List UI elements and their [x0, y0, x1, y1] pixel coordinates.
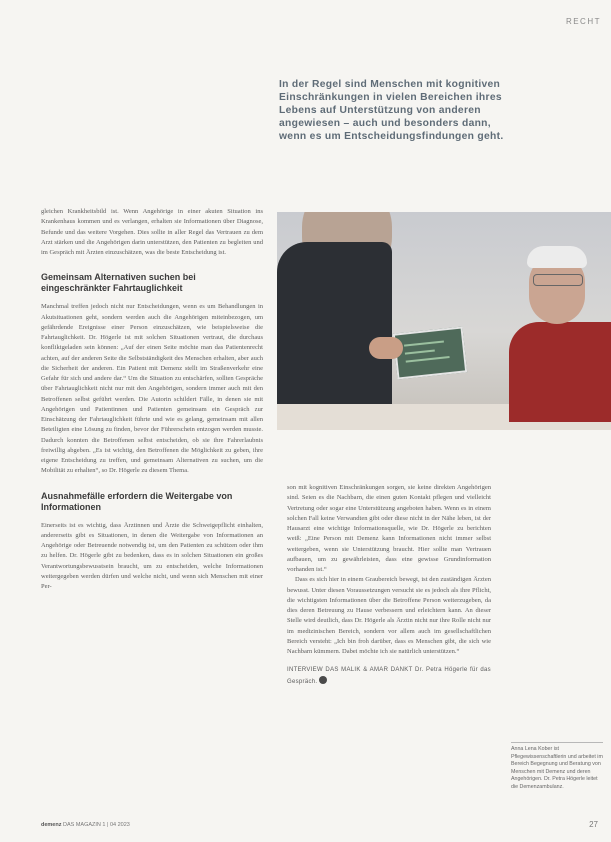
page-number: 27 — [589, 820, 598, 829]
footer-magazine: demenz — [41, 822, 62, 828]
footer — [41, 822, 130, 828]
section-heading-driving: Gemeinsam Alternativen suchen bei eingeschränkter Fahrtauglichkeit — [41, 272, 196, 294]
footer-issue: DAS MAGAZIN 1 | 04 2023 — [63, 822, 130, 828]
photo-hand — [369, 337, 403, 359]
interview-credit-line — [287, 665, 491, 687]
caption-rule — [511, 742, 603, 743]
consultation-photo — [277, 212, 611, 430]
right-column — [287, 483, 491, 687]
left-intro-paragraph: gleichen Krankheitsbild ist. Wenn Angehörige in einer akuten Situation ins Krankenhaus kommen und es verlangen, erhalten sie Informationen über Diagnose, Befunde und das weitere Vorgehen. Dies sollte in aller Regel das Vertrauen zu dem Arzt stärken und die Angehörigen darin unterstützen, den Patienten zu begleiten und im Gespräch mit Ärzten einzuschätzen, was die beste Entscheidung ist. — [41, 208, 263, 256]
photo-glasses — [533, 274, 583, 286]
interview-credit: INTERVIEW DAS MALIK & AMAR DANKT Dr. Petra Högerle für das Gespräch. — [287, 667, 491, 685]
right-paragraph-1: son mit kognitiven Einschränkungen sorgen, sie keine direkten Angehörigen sind. Seien es die Nachbarn, die einen guten Kontakt pflegen und vielleicht Vertretung oder sogar eine Unterstützung angeboten haben. Wenn es in einem solchen Fall keine Verwandten gibt oder diese nicht in der Nähe leben, ist der Hausarzt eine wichtige Informationsquelle, wie Dr. Högerle zu berichten weiß: „Eine Person mit Demenz kann Informationen nicht immer selbst weitergeben, wenn sie Unterstützung braucht. Hier sollte man Vertrauen aufbauen, um zu gewährleisten, dass eine gewisse Grundinformation vorhanden ist.“ — [287, 484, 491, 573]
section-heading-exceptions: Ausnahmefälle erfordern die Weitergabe von Informationen — [41, 490, 233, 512]
photo-caption: Anna Lena Kober ist Pflegewissenschaftlerin und arbeitet im Bereich Begegnung und Beratung von Menschen mit Demenz und deren Angehörigen. Dr. Petra Högerle leitet die Demenzambulanz. — [511, 746, 603, 790]
photo-doctor-body — [277, 242, 392, 430]
driving-paragraph: Manchmal treffen jedoch nicht nur Entscheidungen, wenn es um Behandlungen in Akutsituationen geht, sondern werden auch die Angehörigen miteinbezogen, um gefährdende Ereignisse einer Person einzuschätzen, wie beispielsweise die Fahrtauglichkeit. Dr. Högerle ist mit solchen Situationen vertraut, die durchaus konfliktgeladen sein können: „Auf der einen Seite möchte man das Patientenrecht achten, auf der anderen Seite die Selbstständigkeit des Menschen erhalten, aber auch die Sicherheit der anderen. Ein Patient mit Demenz stellt im Straßenverkehr eine Gefahr für sich und andere dar.“ Um die Situation zu entschärfen, sollten Gespräche über Fahrtauglichkeit nicht nur mit den Angehörigen, sondern immer auch mit den Betroffenen selbst geführt werden. Die Autorin schildert Fälle, in denen sie mit Angehörigen und Patientinnen und Patienten gemeinsam ein Gespräch zur Einschätzung der Fahrtauglichkeit führte und wie es gelang, gemeinsam mit allen Beteiligten eine Lösung zu finden, bevor der Führerschein entzogen werden musste. Dadurch konnten die Betroffenen selbst entscheiden, ob sie ihre Fahrerlaubnis freiwillig abgeben. „Es ist wichtig, den Betroffenen die Möglichkeit zu geben, ihre eigene Entscheidung zu treffen, und gemeinsam Alternativen zu suchen, um die Mobilität zu erhalten“, so Dr. Högerle zu diesem Thema. — [41, 303, 263, 475]
photo-patient-body — [509, 322, 611, 422]
section-tag: RECHT — [565, 17, 601, 26]
photo-card — [393, 326, 467, 379]
photo-patient-hair — [527, 246, 587, 268]
end-mark-icon — [319, 676, 327, 684]
left-column — [41, 207, 263, 592]
exceptions-paragraph: Einerseits ist es wichtig, dass Ärztinnen und Ärzte die Schweigepflicht einhalten, andererseits gibt es Situationen, in denen die Weitergabe von Informationen an Angehörige oder Betreuende notwendig ist, um den Patienten zu schützen oder ihm zu helfen. Dr. Högerle gibt zu bedenken, dass es in solchen Situationen ein großes Verantwortungsbewusstsein braucht, um zu entscheiden, welche Informationen weitergegeben werden dürfen und welche nicht, und wenn sich Menschen mit einer Per- — [41, 521, 263, 590]
right-paragraph-2: Dass es sich hier in einem Graubereich bewegt, ist den zuständigen Ärzten bewusst. Unter diesen Voraussetzungen versucht sie es jedoch als ihre Pflicht, die wichtigsten Informationen über die Betroffene Person weiterzugeben, da dies deren Betreuung zu Hause verbessern und erleichtern kann. An dieser Stelle wird deutlich, dass Dr. Högerle als Ärztin nicht nur ihre Rolle nicht nur im medizinischen Bereich, sondern vor allem auch im gesellschaftlichen Bereich versteht: „Ich bin froh darüber, dass es Menschen gibt, die sich wie Nachbarn kümmern. Dabei möchte ich sie natürlich unterstützen.“ — [287, 576, 491, 655]
pull-quote: In der Regel sind Menschen mit kognitiven Einschränkungen in vielen Bereichen ihres Lebens auf Unterstützung von anderen angewiesen – auch und besonders dann, wenn es um Entscheidungsfindungen geht. — [279, 79, 504, 142]
